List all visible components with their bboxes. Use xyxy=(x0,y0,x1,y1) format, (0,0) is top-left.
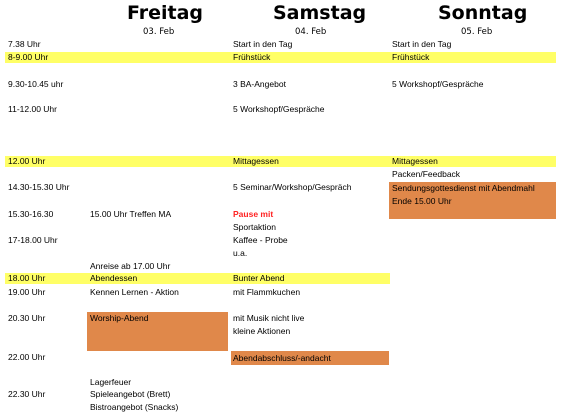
sonntag-cell: Ende 15.00 Uhr xyxy=(392,196,452,206)
freitag-cell: Bistroangebot (Snacks) xyxy=(90,402,179,412)
sonntag-cell: Packen/Feedback xyxy=(392,169,461,179)
samstag-cell-pause: Pause mit xyxy=(233,209,274,219)
samstag-cell: mit Flammkuchen xyxy=(233,287,301,297)
time-cell: 20.30 Uhr xyxy=(8,313,46,323)
time-cell: 22.00 Uhr xyxy=(8,352,46,362)
band-mittagessen xyxy=(5,156,556,167)
day-header-samstag: Samstag xyxy=(273,2,367,24)
samstag-cell: kleine Aktionen xyxy=(233,326,291,336)
sonntag-cell: Frühstück xyxy=(392,52,430,62)
time-cell: 18.00 Uhr xyxy=(8,273,46,283)
time-cell: 7.38 Uhr xyxy=(8,39,41,49)
sonntag-cell: Mittagessen xyxy=(392,156,438,166)
samstag-cell: u.a. xyxy=(233,248,248,258)
freitag-cell: 15.00 Uhr Treffen MA xyxy=(90,209,172,219)
sonntag-cell: Start in den Tag xyxy=(392,39,452,49)
freitag-cell: Anreise ab 17.00 Uhr xyxy=(90,261,171,271)
time-cell: 12.00 Uhr xyxy=(8,156,46,166)
day-date-samstag: 04. Feb xyxy=(295,27,327,37)
day-date-sonntag: 05. Feb xyxy=(461,27,493,37)
time-cell: 9.30-10.45 uhr xyxy=(8,79,64,89)
time-cell: 17-18.00 Uhr xyxy=(8,235,58,245)
samstag-cell: Abendabschluss/-andacht xyxy=(233,353,331,363)
samstag-cell: Kaffee - Probe xyxy=(233,235,288,245)
samstag-cell: Frühstück xyxy=(233,52,271,62)
samstag-cell: mit Musik nicht live xyxy=(233,313,305,323)
freitag-cell: Spieleangebot (Brett) xyxy=(90,389,171,399)
freitag-cell: Kennen Lernen - Aktion xyxy=(90,287,179,297)
time-cell: 11-12.00 Uhr xyxy=(8,104,57,114)
samstag-cell: Bunter Abend xyxy=(233,273,285,283)
time-cell: 8-9.00 Uhr xyxy=(8,52,49,62)
samstag-cell: 5 Workshopf/Gespräche xyxy=(233,104,325,114)
band-fruehstueck xyxy=(5,52,390,63)
day-date-freitag: 03. Feb xyxy=(143,27,175,37)
samstag-cell: Start in den Tag xyxy=(233,39,293,49)
freitag-cell: Abendessen xyxy=(90,273,138,283)
freitag-cell: Worship-Abend xyxy=(90,313,149,323)
samstag-cell: 5 Seminar/Workshop/Gespräch xyxy=(233,182,352,192)
samstag-cell: Mittagessen xyxy=(233,156,279,166)
sonntag-cell: Sendungsgottesdienst mit Abendmahl xyxy=(392,183,535,193)
samstag-cell: 3 BA-Angebot xyxy=(233,79,286,89)
day-header-sonntag: Sonntag xyxy=(438,2,528,24)
time-cell: 19.00 Uhr xyxy=(8,287,46,297)
time-cell: 22.30 Uhr xyxy=(8,389,46,399)
time-cell: 14.30-15.30 Uhr xyxy=(8,182,70,192)
freitag-cell: Lagerfeuer xyxy=(90,377,132,387)
band-abendessen xyxy=(5,273,390,284)
time-cell: 15.30-16.30 xyxy=(8,209,54,219)
samstag-cell: Sportaktion xyxy=(233,222,276,232)
day-header-freitag: Freitag xyxy=(127,2,204,24)
sonntag-cell: 5 Workshopf/Gespräche xyxy=(392,79,484,89)
